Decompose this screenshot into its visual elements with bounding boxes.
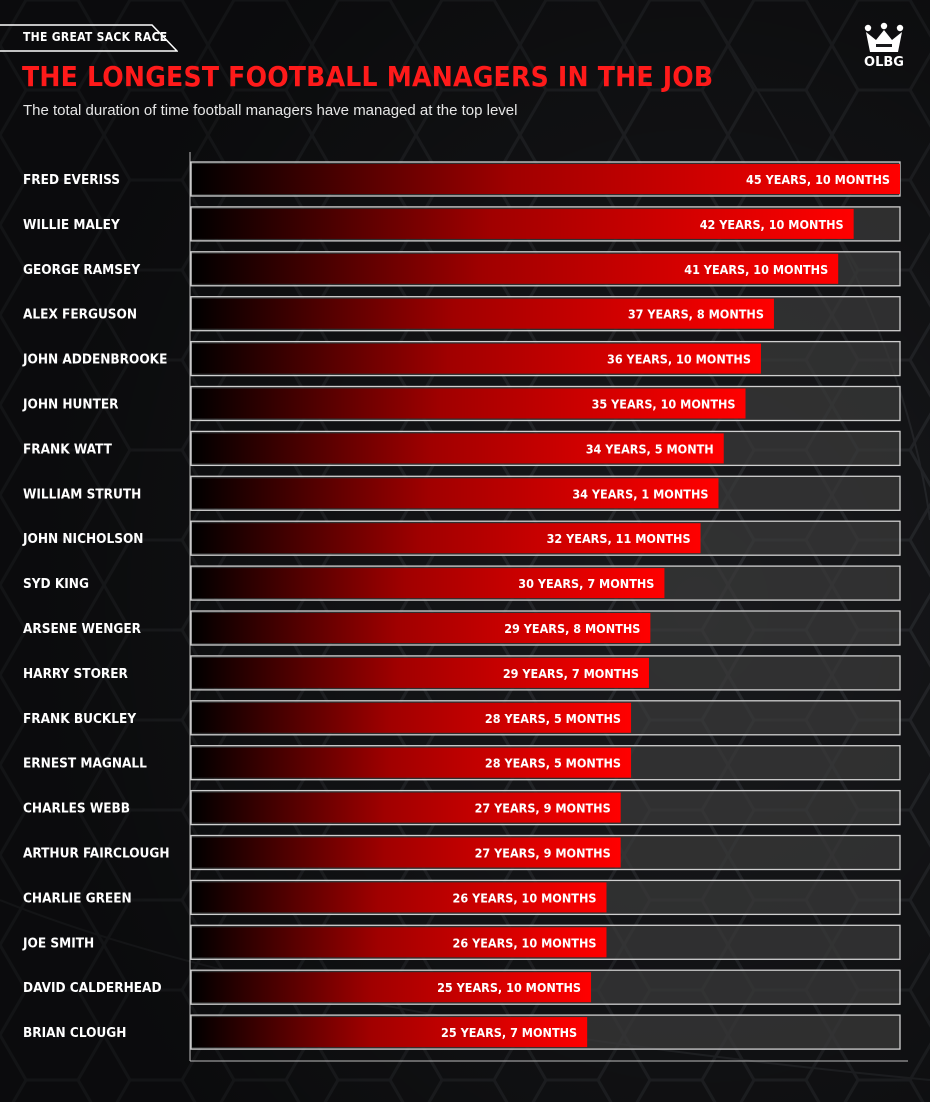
category-label: JOHN NICHOLSON xyxy=(23,531,144,548)
data-label: 28 YEARS, 5 MONTHS xyxy=(484,710,622,726)
category-label: FRED EVERISS xyxy=(23,172,121,188)
category-label: DAVID CALDERHEAD xyxy=(23,980,162,997)
data-label: 37 YEARS, 8 MONTHS xyxy=(627,306,764,322)
chart-title: THE LONGEST FOOTBALL MANAGERS IN THE JOB xyxy=(22,60,714,93)
tag-text: THE GREAT SACK RACE xyxy=(23,30,168,44)
data-label: 42 YEARS, 10 MONTHS xyxy=(699,216,844,232)
category-label: FRANK WATT xyxy=(23,441,112,458)
data-label: 28 YEARS, 5 MONTHS xyxy=(484,755,622,771)
category-label: CHARLES WEBB xyxy=(23,800,131,817)
category-label: WILLIAM STRUTH xyxy=(23,486,142,503)
category-label: JOE SMITH xyxy=(23,935,95,952)
category-label: WILLIE MALEY xyxy=(23,216,120,233)
data-label: 41 YEARS, 10 MONTHS xyxy=(684,261,829,277)
category-label: ERNEST MAGNALL xyxy=(23,755,147,772)
category-label: CHARLIE GREEN xyxy=(23,890,132,907)
data-label: 25 YEARS, 7 MONTHS xyxy=(441,1025,578,1041)
data-label: 36 YEARS, 10 MONTHS xyxy=(607,351,751,367)
category-label: ARTHUR FAIRCLOUGH xyxy=(23,845,170,862)
data-label: 25 YEARS, 10 MONTHS xyxy=(437,980,582,996)
data-label: 32 YEARS, 11 MONTHS xyxy=(546,531,691,547)
data-label: 26 YEARS, 10 MONTHS xyxy=(452,890,597,906)
category-label: SYD KING xyxy=(23,576,89,593)
data-label: 35 YEARS, 10 MONTHS xyxy=(591,396,736,412)
data-label: 26 YEARS, 10 MONTHS xyxy=(452,935,597,951)
data-label: 27 YEARS, 9 MONTHS xyxy=(474,800,611,816)
data-label: 30 YEARS, 7 MONTHS xyxy=(518,576,655,592)
category-label: FRANK BUCKLEY xyxy=(23,710,137,727)
category-label: HARRY STORER xyxy=(23,665,128,682)
data-label: 27 YEARS, 9 MONTHS xyxy=(474,845,611,861)
chart-subtitle: The total duration of time football managers have managed at the top level xyxy=(23,102,518,119)
category-label: JOHN ADDENBROOKE xyxy=(23,351,168,368)
category-label: JOHN HUNTER xyxy=(23,396,119,413)
category-label: GEORGE RAMSEY xyxy=(23,261,141,278)
category-label: BRIAN CLOUGH xyxy=(23,1025,127,1042)
data-label: 29 YEARS, 7 MONTHS xyxy=(502,665,639,681)
category-label: ALEX FERGUSON xyxy=(23,306,138,323)
data-label: 45 YEARS, 10 MONTHS xyxy=(746,172,890,187)
category-label: ARSENE WENGER xyxy=(23,621,141,637)
data-label: 34 YEARS, 1 MONTHS xyxy=(572,486,709,502)
logo-text: OLBG xyxy=(864,55,904,70)
data-label: 34 YEARS, 5 MONTH xyxy=(585,441,714,457)
data-label: 29 YEARS, 8 MONTHS xyxy=(504,621,641,636)
